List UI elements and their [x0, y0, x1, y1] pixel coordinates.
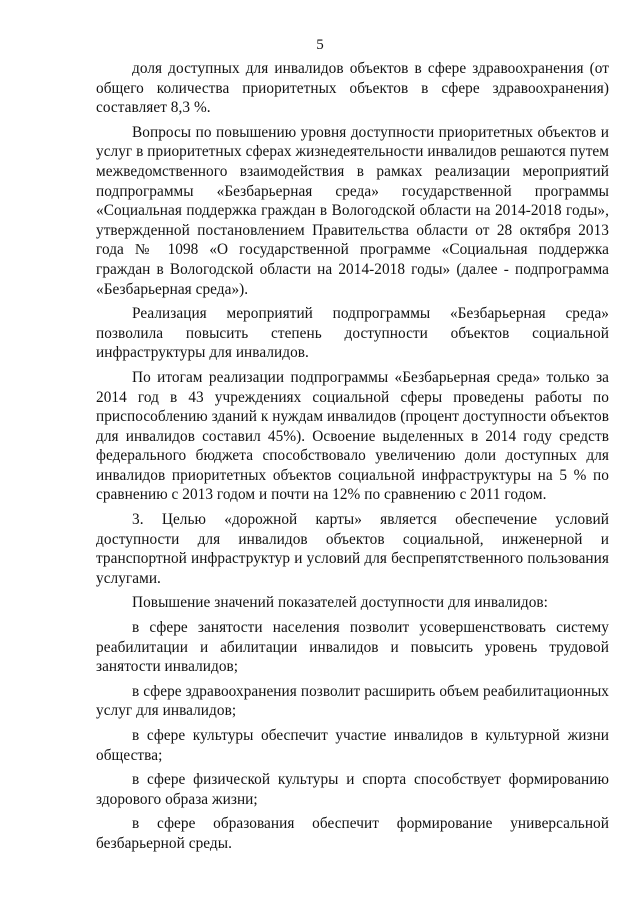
paragraph-healthcare: в сфере здравоохранения позволит расширить объем реабилитационных услуг для инвалидов;	[96, 682, 609, 720]
paragraph-indicators-intro: Повышение значений показателей доступности для инвалидов:	[132, 594, 548, 612]
paragraph-doctors-share: доля доступных для инвалидов объектов в сфере здравоохранения (от общего количества приоритетных объектов в сфере здравоохранения) составляет 8,3 %.	[96, 60, 609, 117]
paragraph-employment: в сфере занятости населения позволит усовершенствовать систему реабилитации и абилитации инвалидов и повысить уровень трудовой занятости инвалидов;	[96, 619, 609, 676]
paragraph-culture: в сфере культуры обеспечит участие инвалидов в культурной жизни общества;	[96, 727, 609, 764]
paragraph-sport: в сфере физической культуры и спорта способствует формированию здорового образа жизни;	[96, 771, 609, 808]
page-number: 5	[316, 37, 324, 53]
paragraph-roadmap-goal: 3. Целью «дорожной карты» является обеспечение условий доступности для инвалидов объектов социальной, инженерной и транспортной инфраструктур и условий для беспрепятственного пользования услугами.	[96, 511, 609, 587]
paragraph-subprogram-implementation: Реализация мероприятий подпрограммы «Безбарьерная среда» позволила повысить степень доступности объектов социальной инфраструктуры для инвалидов.	[96, 305, 609, 362]
paragraph-accessibility-issues: Вопросы по повышению уровня доступности приоритетных объектов и услуг в приоритетных сферах жизнедеятельности инвалидов решаются путем межведомственного взаимодействия в рамках реализации мероприятий подпрограммы «Безбарьерная среда» государственной программы «Социальная поддержка граждан в Вологодской области на 2014-2018 годы», утвержденной постановлением Правительства области от 28 октября 2013 года № 1098 «О государственной программе «Социальная поддержка граждан в Вологодской области на 2014-2018 годы» (далее - подпрограмма «Безбарьерная среда»).	[96, 123, 609, 298]
paragraph-education: в сфере образования обеспечит формирование универсальной безбарьерной среды.	[96, 815, 609, 852]
paragraph-results-2014: По итогам реализации подпрограммы «Безбарьерная среда» только за 2014 год в 43 учреждениях социальной сферы проведены работы по приспособлению зданий к нуждам инвалидов (процент доступности объектов для инвалидов составил 45%). Освоение выделенных в 2014 году средств федерального бюджета способствовало увеличению доли доступных для инвалидов приоритетных объектов социальной инфраструктуры на 5 % по сравнению с 2013 годом и почти на 12% по сравнению с 2011 годом.	[96, 368, 609, 504]
document-body	[96, 59, 609, 854]
